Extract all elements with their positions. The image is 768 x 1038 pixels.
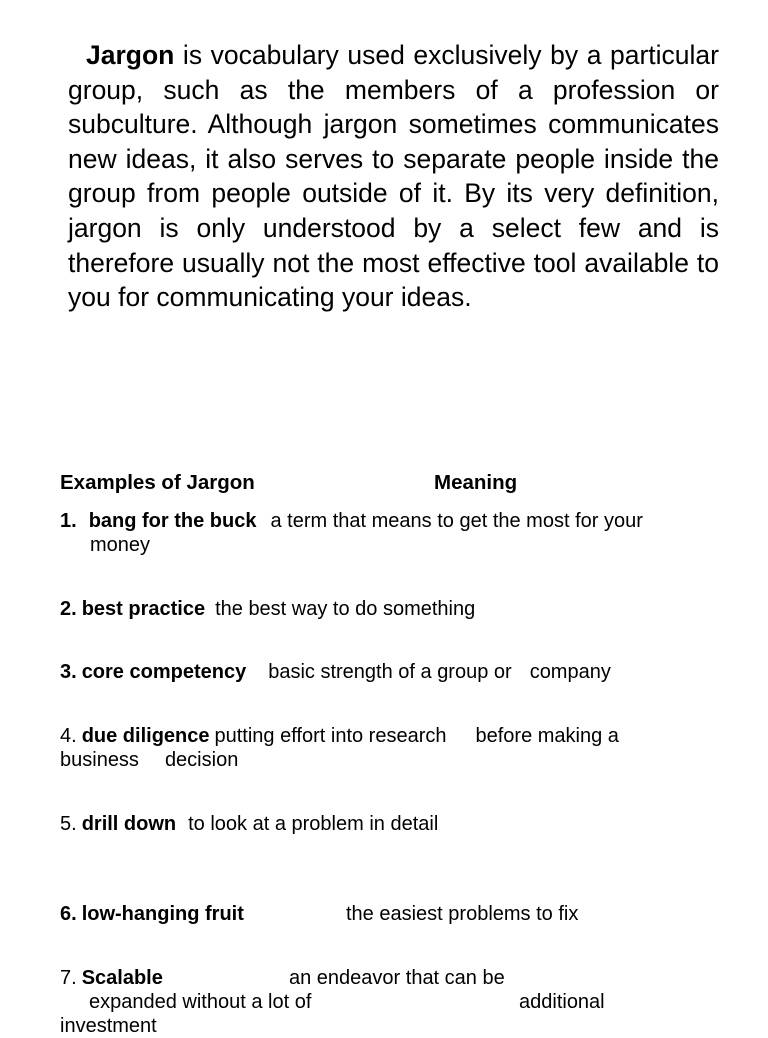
intro-text: is vocabulary used exclusively by a particular group, such as the members of a profession or subculture. Although jargon sometimes communicates new ideas, it also serves to separate people inside the group from people outside of it. By its very definition, jargon is only understood by a select few and is therefore usually not the most effective tool available to you for communicating your ideas. (68, 40, 719, 313)
example-7-meaning-line3: investment (60, 1015, 157, 1037)
example-7-number: 7. (60, 967, 77, 989)
example-3 (60, 660, 611, 684)
example-4-meaning-d: decision (164, 749, 239, 771)
intro-term: Jargon (86, 40, 175, 70)
example-4-line2 (60, 748, 238, 772)
example-1-meaning-line1: a term that means to get the most for your (270, 510, 643, 532)
examples-column-header: Examples of Jargon (60, 471, 255, 494)
example-1-number: 1. (60, 510, 77, 532)
example-4-meaning-b: before making a (475, 725, 619, 747)
example-7-term: Scalable (81, 967, 163, 989)
example-1-line1 (60, 509, 643, 533)
example-6 (60, 902, 244, 926)
example-2 (60, 597, 475, 621)
example-5-meaning: to look at a problem in detail (188, 813, 439, 835)
example-5-term: drill down (81, 813, 177, 835)
example-2-term: best practice (81, 598, 206, 620)
meaning-column-header: Meaning (434, 471, 518, 494)
example-4-meaning-a: putting effort into research (214, 725, 447, 747)
example-1-meaning-line2: money (90, 534, 151, 556)
example-4-term: due diligence (81, 725, 210, 747)
intro-paragraph (68, 38, 719, 315)
example-5-number: 5. (60, 813, 77, 835)
example-6-meaning: the easiest problems to fix (346, 903, 579, 925)
example-3-term: core competency (81, 661, 247, 683)
example-3-meaning-a: basic strength of a group or (268, 661, 512, 683)
example-7-line1 (60, 966, 163, 990)
example-3-meaning-b: company (529, 661, 611, 683)
example-5 (60, 812, 438, 836)
example-4-line1 (60, 724, 619, 748)
example-4-meaning-c: business (60, 749, 139, 771)
example-2-number: 2. (60, 598, 77, 620)
example-6-number: 6. (60, 903, 77, 925)
example-4-number: 4. (60, 725, 77, 747)
example-6-term: low-hanging fruit (81, 903, 244, 925)
example-3-number: 3. (60, 661, 77, 683)
example-2-meaning: the best way to do something (215, 598, 476, 620)
example-7-meaning-line2a: expanded without a lot of (89, 991, 312, 1013)
example-1-term: bang for the buck (88, 510, 257, 532)
example-7-meaning-line1: an endeavor that can be (289, 967, 505, 989)
example-7-meaning-line2b: additional (519, 991, 605, 1013)
